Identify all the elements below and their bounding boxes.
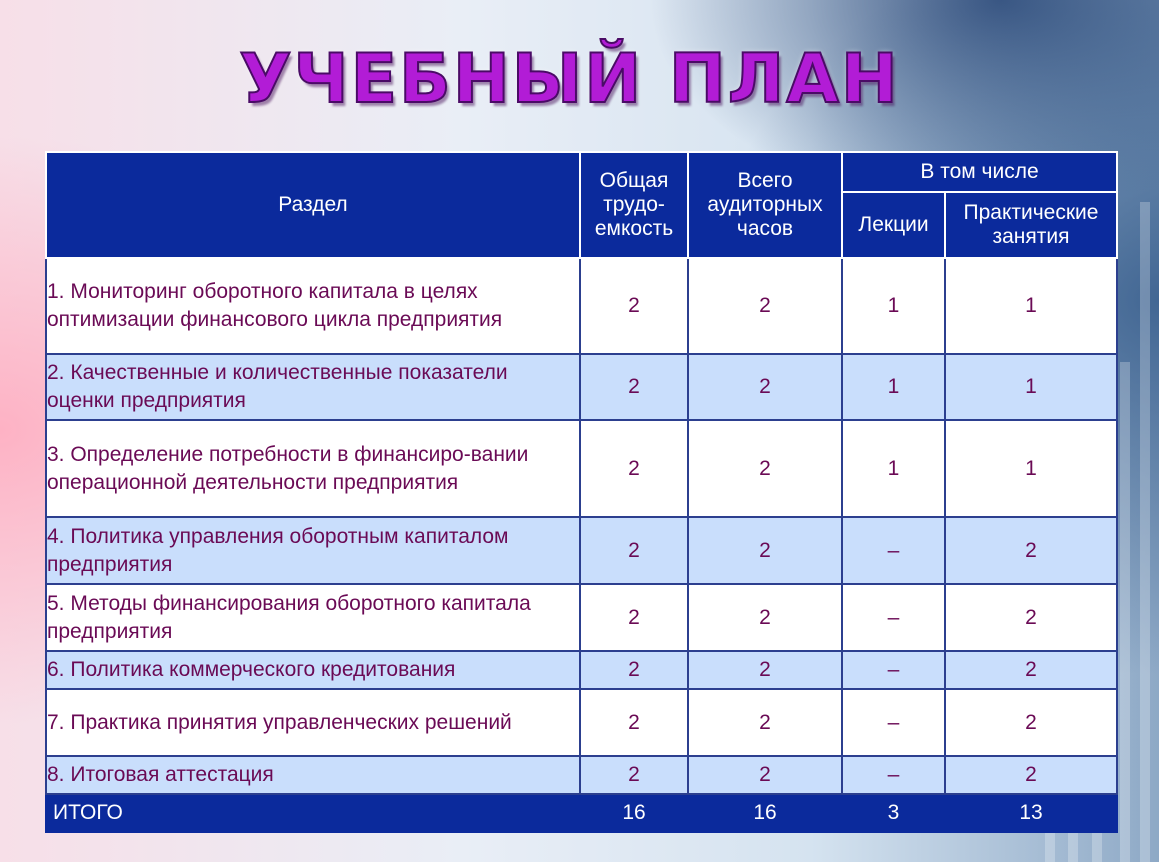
table-row — [46, 651, 1117, 689]
row-prac: 2 — [945, 689, 1117, 756]
row-name: 7. Практика принятия управленческих решений — [46, 689, 580, 756]
row-lect: 1 — [842, 420, 945, 517]
row-total: 2 — [580, 756, 688, 794]
row-lect: – — [842, 689, 945, 756]
header-row-top — [46, 152, 1117, 192]
row-aud: 2 — [688, 689, 842, 756]
header-total-hours — [580, 152, 688, 258]
row-total: 2 — [580, 689, 688, 756]
row-prac: 1 — [945, 354, 1117, 420]
row-aud: 2 — [688, 584, 842, 651]
header-aud-line2: аудиторных — [707, 193, 823, 216]
row-prac: 1 — [945, 258, 1117, 354]
totals-lect: 3 — [842, 794, 945, 832]
row-lect: – — [842, 584, 945, 651]
row-total: 2 — [580, 584, 688, 651]
row-name: 1. Мониторинг оборотного капитала в целях оптимизации финансового цикла предприятия — [46, 258, 580, 354]
header-practice — [945, 192, 1117, 258]
header-total-line1: Общая — [599, 169, 669, 192]
row-aud: 2 — [688, 258, 842, 354]
row-name: 8. Итоговая аттестация — [46, 756, 580, 794]
row-name: 2. Качественные и количественные показатели оценки предприятия — [46, 354, 580, 420]
row-lect: – — [842, 651, 945, 689]
totals-row — [46, 794, 1117, 832]
row-prac: 2 — [945, 517, 1117, 584]
row-total: 2 — [580, 258, 688, 354]
curriculum-table — [45, 151, 1118, 833]
row-lect: – — [842, 756, 945, 794]
header-lectures: Лекции — [842, 192, 945, 258]
totals-label: ИТОГО — [46, 794, 580, 832]
table-row — [46, 420, 1117, 517]
row-total: 2 — [580, 651, 688, 689]
table-row — [46, 354, 1117, 420]
row-aud: 2 — [688, 354, 842, 420]
page-title: УЧЕБНЫЙ ПЛАН — [239, 40, 900, 119]
row-lect: 1 — [842, 354, 945, 420]
totals-total: 16 — [580, 794, 688, 832]
header-auditory-hours — [688, 152, 842, 258]
totals-aud: 16 — [688, 794, 842, 832]
row-lect: – — [842, 517, 945, 584]
row-prac: 2 — [945, 651, 1117, 689]
totals-prac: 13 — [945, 794, 1117, 832]
row-aud: 2 — [688, 756, 842, 794]
row-aud: 2 — [688, 517, 842, 584]
row-prac: 2 — [945, 584, 1117, 651]
header-aud-line3: часов — [736, 217, 794, 240]
table-row — [46, 584, 1117, 651]
header-practice-line1: Практические — [963, 201, 1099, 224]
header-total-line2: трудо- — [603, 193, 665, 216]
row-name: 6. Политика коммерческого кредитования — [46, 651, 580, 689]
row-prac: 1 — [945, 420, 1117, 517]
table-row — [46, 258, 1117, 354]
header-aud-line1: Всего — [737, 169, 793, 192]
row-total: 2 — [580, 517, 688, 584]
row-name: 4. Политика управления оборотным капиталом предприятия — [46, 517, 580, 584]
table-row — [46, 689, 1117, 756]
row-total: 2 — [580, 354, 688, 420]
header-total-line3: емкость — [594, 217, 674, 240]
row-name: 5. Методы финансирования оборотного капитала предприятия — [46, 584, 580, 651]
row-prac: 2 — [945, 756, 1117, 794]
row-lect: 1 — [842, 258, 945, 354]
table-row — [46, 517, 1117, 584]
row-name: 3. Определение потребности в финансиро-вании операционной деятельности предприятия — [46, 420, 580, 517]
row-aud: 2 — [688, 420, 842, 517]
table-row — [46, 756, 1117, 794]
header-including: В том числе — [842, 152, 1117, 192]
row-total: 2 — [580, 420, 688, 517]
header-section: Раздел — [46, 152, 580, 258]
header-practice-line2: занятия — [992, 225, 1070, 248]
row-aud: 2 — [688, 651, 842, 689]
